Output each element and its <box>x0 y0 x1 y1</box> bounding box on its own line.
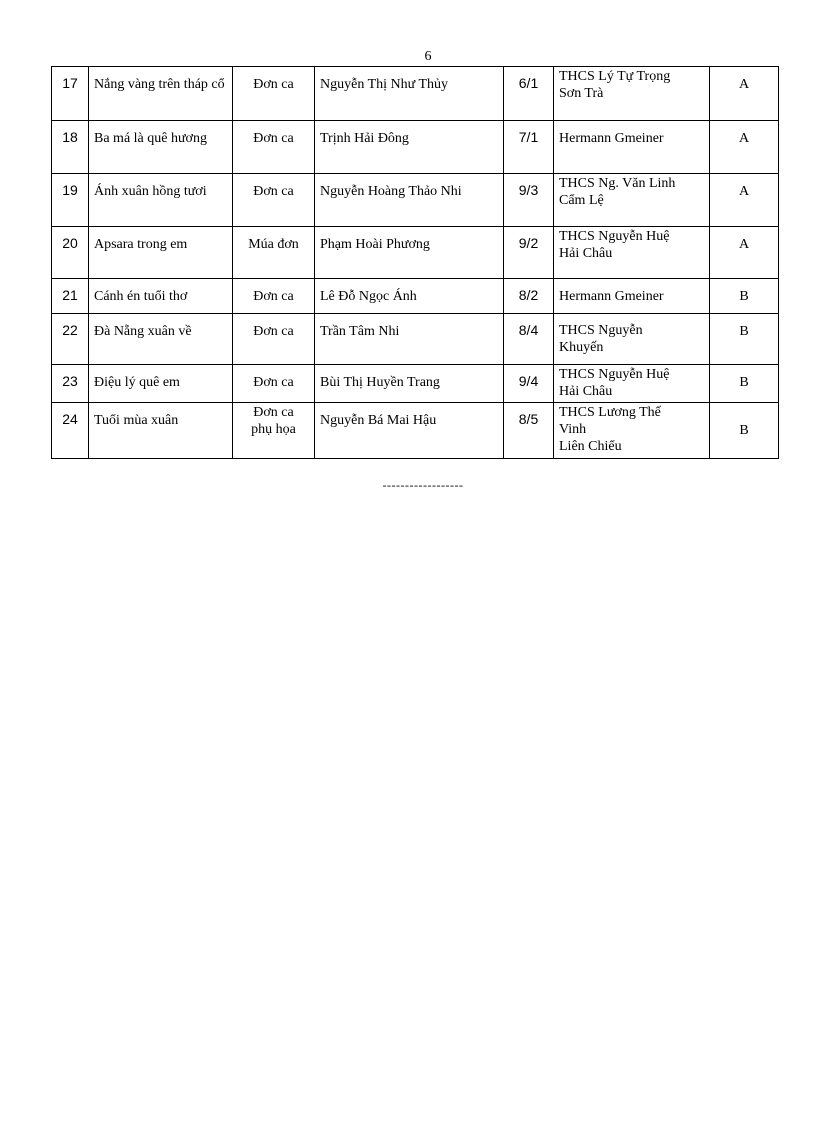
table-row <box>52 403 779 459</box>
performer-name: Trịnh Hải Đông <box>315 121 504 174</box>
performer-name: Lê Đỗ Ngọc Ánh <box>315 279 504 314</box>
table-row <box>52 314 779 365</box>
performance-form: Đơn ca <box>233 279 315 314</box>
performance-title: Apsara trong em <box>89 227 233 279</box>
results-table <box>51 66 779 459</box>
school-name: THCS Nguyễn Huệ Hải Châu <box>554 365 710 403</box>
row-number: 24 <box>52 403 89 459</box>
performance-form: Đơn ca <box>233 174 315 227</box>
row-number: 17 <box>52 67 89 121</box>
performance-title: Tuổi mùa xuân <box>89 403 233 459</box>
table-row <box>52 174 779 227</box>
class-value: 7/1 <box>504 121 554 174</box>
performer-name: Nguyễn Bá Mai Hậu <box>315 403 504 459</box>
award-grade: A <box>710 67 779 121</box>
award-grade: B <box>710 279 779 314</box>
end-separator: ------------------ <box>382 478 464 492</box>
table-row <box>52 227 779 279</box>
table-row <box>52 279 779 314</box>
award-grade: B <box>710 403 779 459</box>
performance-title: Đà Nẵng xuân về <box>89 314 233 365</box>
performance-form: Đơn ca <box>233 314 315 365</box>
class-value: 9/2 <box>504 227 554 279</box>
performer-name: Phạm Hoài Phương <box>315 227 504 279</box>
page-number: 6 <box>424 49 432 64</box>
performance-title: Điệu lý quê em <box>89 365 233 403</box>
award-grade: A <box>710 121 779 174</box>
school-name: THCS Nguyễn Huệ Hải Châu <box>554 227 710 279</box>
performer-name: Trần Tâm Nhi <box>315 314 504 365</box>
school-name: THCS Lương Thế Vinh Liên Chiểu <box>554 403 710 459</box>
performance-form: Đơn ca <box>233 67 315 121</box>
performance-title: Nắng vàng trên tháp cổ <box>89 67 233 121</box>
school-name: Hermann Gmeiner <box>554 279 710 314</box>
class-value: 6/1 <box>504 67 554 121</box>
row-number: 22 <box>52 314 89 365</box>
class-value: 8/5 <box>504 403 554 459</box>
award-grade: B <box>710 365 779 403</box>
school-name: THCS Nguyễn Khuyến <box>554 314 710 365</box>
class-value: 8/4 <box>504 314 554 365</box>
school-name: Hermann Gmeiner <box>554 121 710 174</box>
row-number: 23 <box>52 365 89 403</box>
row-number: 20 <box>52 227 89 279</box>
class-value: 9/3 <box>504 174 554 227</box>
table-row <box>52 67 779 121</box>
row-number: 21 <box>52 279 89 314</box>
row-number: 19 <box>52 174 89 227</box>
performance-form: Múa đơn <box>233 227 315 279</box>
performance-form: Đơn ca <box>233 365 315 403</box>
performance-title: Cánh én tuổi thơ <box>89 279 233 314</box>
row-number: 18 <box>52 121 89 174</box>
performer-name: Nguyễn Hoàng Thảo Nhi <box>315 174 504 227</box>
performer-name: Nguyễn Thị Như Thủy <box>315 67 504 121</box>
award-grade: A <box>710 227 779 279</box>
performer-name: Bùi Thị Huyền Trang <box>315 365 504 403</box>
school-name: THCS Ng. Văn Linh Cẩm Lệ <box>554 174 710 227</box>
award-grade: B <box>710 314 779 365</box>
performance-title: Ánh xuân hồng tươi <box>89 174 233 227</box>
performance-form: Đơn ca phụ họa <box>233 403 315 459</box>
class-value: 8/2 <box>504 279 554 314</box>
performance-form: Đơn ca <box>233 121 315 174</box>
award-grade: A <box>710 174 779 227</box>
performance-title: Ba má là quê hương <box>89 121 233 174</box>
table-row <box>52 365 779 403</box>
class-value: 9/4 <box>504 365 554 403</box>
school-name: THCS Lý Tự Trọng Sơn Trà <box>554 67 710 121</box>
table-row <box>52 121 779 174</box>
